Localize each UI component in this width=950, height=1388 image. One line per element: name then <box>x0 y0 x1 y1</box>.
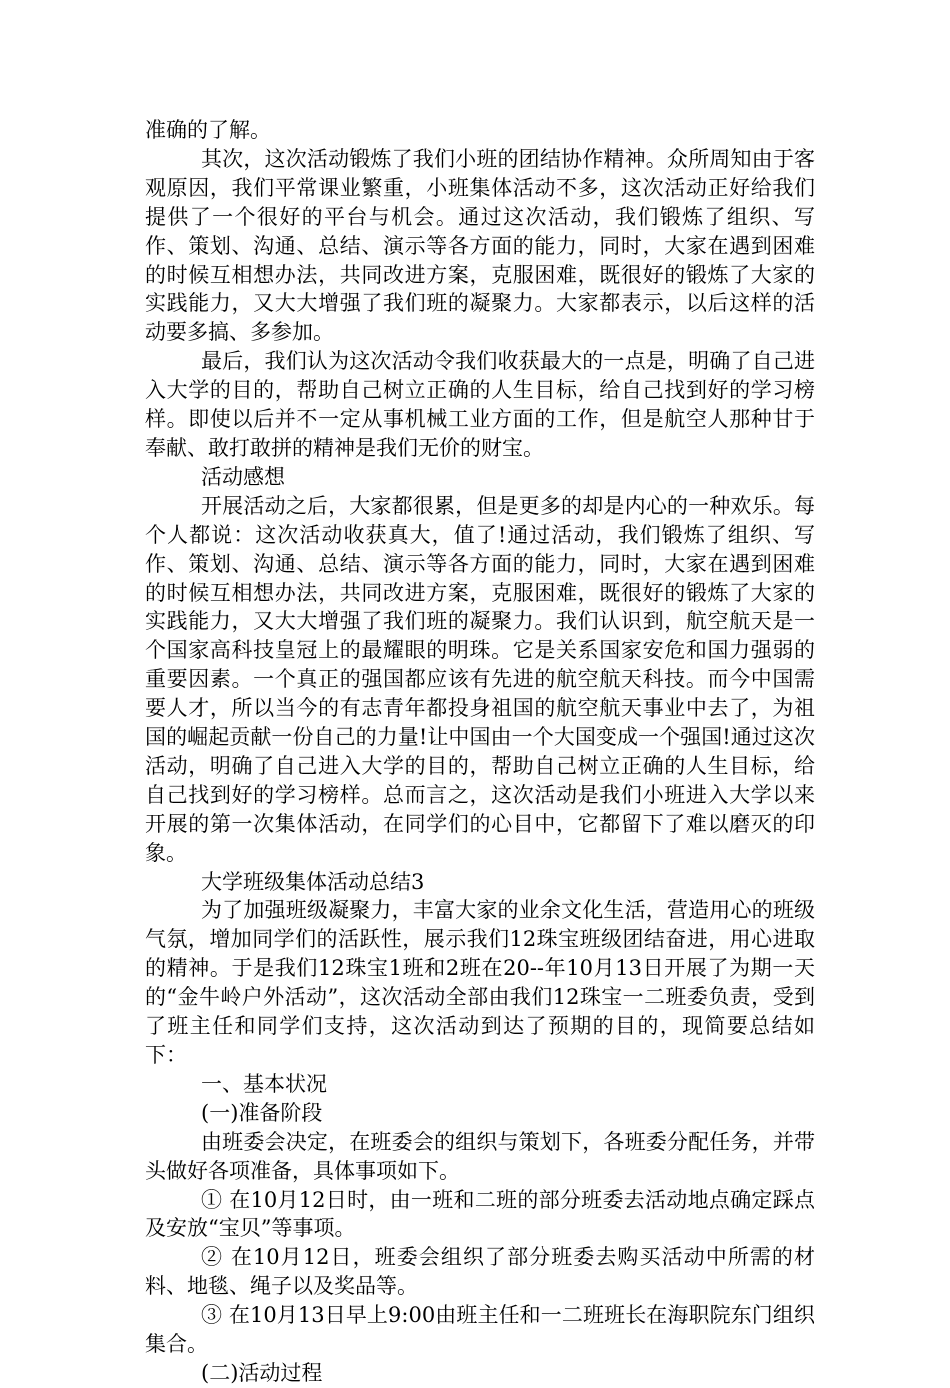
paragraph-6: 由班委会决定，在班委会的组织与策划下，各班委分配任务，并带头做好各项准备，具体事项如下。 <box>145 1129 815 1183</box>
document-page <box>145 116 815 1388</box>
paragraph-2: 其次，这次活动锻炼了我们小班的团结协作精神。众所周知由于客观原因，我们平常课业繁重，小班集体活动不多，这次活动正好给我们提供了一个很好的平台与机会。通过这次活动，我们锻炼了组织、写作、策划、沟通、总结、演示等各方面的能力，同时，大家在遇到困难的时候互相想办法，共同改进方案，克服困难，既很好的锻炼了大家的实践能力，又大大增强了我们班的凝聚力。大家都表示，以后这样的活动要多搞、多参加。 <box>145 146 815 345</box>
section-heading-basic-status: 一、基本状况 <box>201 1071 327 1096</box>
paragraph-3: 最后，我们认为这次活动令我们收获最大的一点是，明确了自己进入大学的目的，帮助自己树立正确的人生目标，给自己找到好的学习榜样。即使以后并不一定从事机械工业方面的工作，但是航空人那种甘于奉献、敢打敢拼的精神是我们无价的财宝。 <box>145 349 815 460</box>
paragraph-5: 为了加强班级凝聚力，丰富大家的业余文化生活，营造用心的班级气氛，增加同学们的活跃性，展示我们12珠宝班级团结奋进，用心进取的精神。于是我们12珠宝1班和2班在20--年10月13日开展了为期一天的“金牛岭户外活动”，这次活动全部由我们12珠宝一二班委负责，受到了班主任和同学们支持，这次活动到达了预期的目的，现简要总结如下： <box>145 898 815 1067</box>
list-item-1: ① 在10月12日时，由一班和二班的部分班委去活动地点确定踩点及安放“宝贝”等事项。 <box>145 1187 815 1241</box>
subheading-activity-process: (二)活动过程 <box>201 1360 323 1385</box>
section-heading-summary-3: 大学班级集体活动总结3 <box>201 869 425 894</box>
paragraph-4: 开展活动之后，大家都很累，但是更多的却是内心的一种欢乐。每个人都说：这次活动收获真大，值了!通过活动，我们锻炼了组织、写作、策划、沟通、总结、演示等各方面的能力，同时，大家在遇到困难的时候互相想办法，共同改进方案，克服困难，既很好的锻炼了大家的实践能力，又大大增强了我们班的凝聚力。我们认识到，航空航天是一个国家高科技皇冠上的最耀眼的明珠。它是关系国家安危和国力强弱的重要因素。一个真正的强国都应该有先进的航空航天科技。而今中国需要人才，所以当今的有志青年都投身祖国的航空航天事业中去了，为祖国的崛起贡献一份自己的力量!让中国由一个大国变成一个强国!通过这次活动，明确了自己进入大学的目的，帮助自己树立正确的人生目标，给自己找到好的学习榜样。总而言之，这次活动是我们小班进入大学以来开展的第一次集体活动，在同学们的心目中，它都留下了难以磨灭的印象。 <box>145 493 815 865</box>
list-item-3: ③ 在10月13日早上9:00由班主任和一二班班长在海职院东门组织集合。 <box>145 1303 815 1357</box>
section-heading-activity-thoughts: 活动感想 <box>201 464 285 489</box>
list-item-2: ② 在10月12日，班委会组织了部分班委去购买活动中所需的材料、地毯、绳子以及奖品等。 <box>145 1245 815 1299</box>
subheading-preparation: (一)准备阶段 <box>201 1100 323 1125</box>
paragraph-1: 准确的了解。 <box>145 118 271 142</box>
